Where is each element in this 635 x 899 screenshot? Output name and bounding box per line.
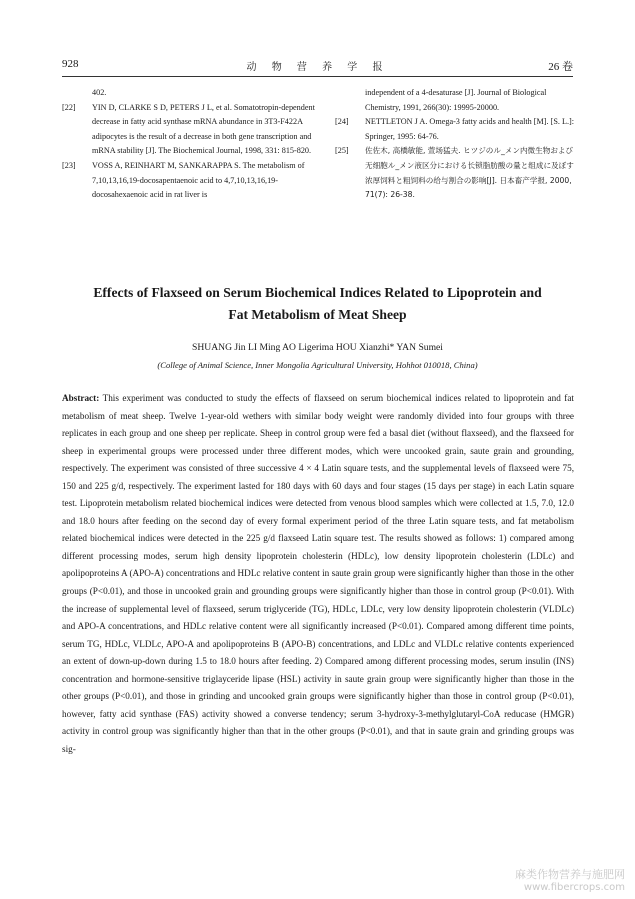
affiliation: (College of Animal Science, Inner Mongolia Agricultural University, Hohhot 010018, China) xyxy=(157,360,478,370)
site-watermark xyxy=(515,866,625,893)
reference-item: [23] VOSS A, REINHART M, SANKARAPPA S. The metabolism of 7,10,13,16,19-docosapentaenoic acid to 4,7,10,13,16,19-docosahexaenoic acid in rat liver is xyxy=(62,160,305,200)
reference-item: 402. xyxy=(92,88,107,97)
abstract-text: This experiment was conducted to study the effects of flaxseed on serum biochemical indices related to lipoprotein and fat metabolism of meat sheep. Twelve 1-year-old wethers with similar body weight were randomly divided into four groups with three replicates in each group and one sheep per replicate. Sheep in control group were fed a basal diet (without flaxseed), and the flaxseed for sheep in experimental groups were processed under three different modes, which were uncooked grain, saute grain and grounding, respectively. The experiment was consisted of three successive 4 × 4 Latin square tests, and the supplemental levels of flaxseed were 75, 150 and 225 g/d, respectively. The experiment lasted for 180 days with 60 days and four stages (15 days per stage) in each Latin square test. Lipoprotein metabolism related biochemical indices were detected from venous blood samples which were collected at 1.5, 7.0, 12.0 and 18.0 hours after feeding on the second day of every formal experiment period of the three Latin square tests, and fat metabolism related biochemical indices were detected in the 225 g/d flaxseed Latin square test. The results showed as follows: 1) compared among different processing modes, serum high density lipoprotein cholesterin (HDLc), low density lipoprotein cholesterin (LDLc) and apolipoproteins A (APO-A) concentrations and HDLc relative content in saute grain group were significantly higher than those in the other groups (P<0.01), and those in uncooked grain and grounding groups were significantly higher than those in control group (P<0.01). With the increase of supplemental level of flaxseed, serum triglyceride (TG), HDLc, LDLc, very low density lipoprotein cholesterin (VLDLc) and APO-A concentrations, and HDLc relative content were all significantly increased (P<0.01). Compared among different time points, serum TG, HDLc, VLDLc, APO-A and apolipoproteins B (APO-B) concentrations, and LDLc and VLDLc relative contents experienced an extent of down-up-down during 1.5 to 18.0 hours after feeding. 2) Compared among different processing modes, serum insulin (INS) concentration and hormone-sensitive triglayceride lipase (HSL) activity in saute grain group were significantly higher than those in the other groups (P<0.01), and those in grinding and uncooked grain groups were significantly higher than those in control group (P<0.01), however, fatty acid synthase (FAS) activity showed a converse tendency; serum 3-hydroxy-3-methylglutaryl-CoA reducase (HMGR) activity in control group was significantly higher than that in the other groups (P<0.01), and that in saute grain and grinding groups was sig- xyxy=(62,393,574,754)
volume-label: 26 卷 xyxy=(548,61,573,73)
reference-item: independent of a 4-desaturase [J]. Journal of Biological Chemistry, 1991, 266(30): 19995-20000. xyxy=(365,88,547,112)
references-right-column xyxy=(335,86,575,203)
reference-item: [22] YIN D, CLARKE S D, PETERS J L, et al. Somatotropin-dependent decrease in fatty acid synthase mRNA abundance in 3T3-F422A adipocytes is the result of a decrease in both gene transcription and mRNA stability [J]. The Biochemical Journal, 1998, 331: 815-820. xyxy=(62,102,315,156)
reference-item: [24] NETTLETON J A. Omega-3 fatty acids and health [M]. [S. L.]: Springer, 1995: 64-76. xyxy=(335,117,575,141)
running-header xyxy=(62,58,573,74)
abstract xyxy=(62,390,574,758)
header-rule xyxy=(62,76,573,77)
watermark-name: 麻类作物营养与施肥网 xyxy=(515,868,625,881)
author-list: SHUANG Jin LI Ming AO Ligerima HOU Xianzhi* YAN Sumei xyxy=(192,342,443,353)
references-left-column xyxy=(62,86,317,203)
page-number: 928 xyxy=(62,58,79,70)
reference-item: [25] 佐佐木, 高橋敏能, 萱场猛夫. ヒツジのル_メン内微生物および无细胞ル_メン液区分における长锁脂肪酸の量と组成に及ぼす浓厚饲料と粗饲料の给与割合の影响[J]. 日本畜产学报, 2000, 71(7): 26-38. xyxy=(335,146,574,200)
title-line: Fat Metabolism of Meat Sheep xyxy=(228,307,407,322)
journal-title: 动 物 营 养 学 报 xyxy=(246,62,389,73)
watermark-url: www.fibercrops.com xyxy=(523,882,625,893)
abstract-label: Abstract: xyxy=(62,393,100,403)
paper-title xyxy=(40,282,595,326)
title-line: Effects of Flaxseed on Serum Biochemical Indices Related to Lipoprotein and xyxy=(93,285,542,300)
